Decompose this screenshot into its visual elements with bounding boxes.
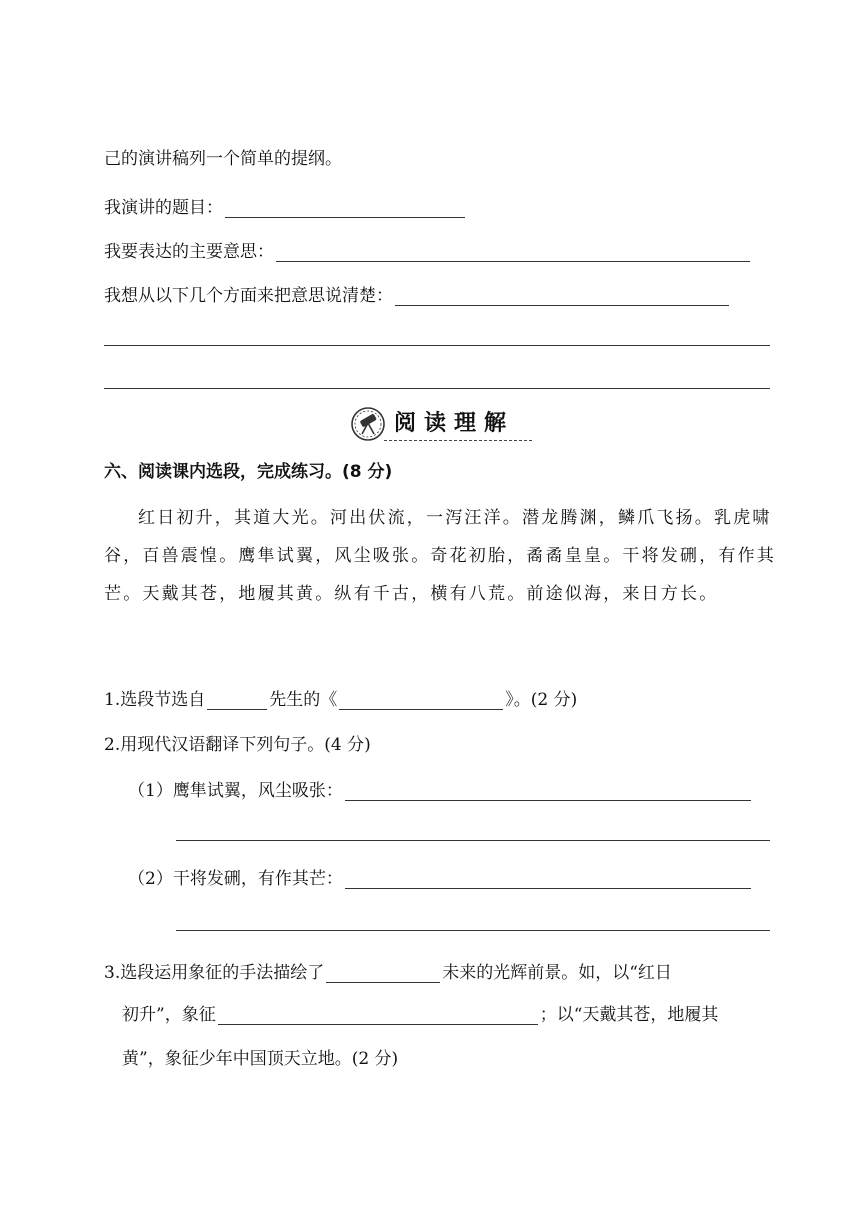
outline-intro-text: 己的演讲稿列一个简单的提纲。: [104, 149, 342, 169]
q2-s2-label: （2）干将发硎，有作其芒：: [128, 869, 343, 889]
telescope-icon: [350, 406, 386, 442]
q1-author-blank[interactable]: [207, 691, 267, 710]
banner-underline: [384, 440, 532, 441]
q1-title-blank[interactable]: [339, 691, 503, 710]
question-3-line-1: [104, 958, 672, 983]
q2-s2-line-2[interactable]: [176, 930, 770, 931]
answer-line-2[interactable]: [104, 388, 770, 389]
outline-intro: [104, 144, 342, 169]
aspects-blank[interactable]: [395, 287, 729, 306]
speech-topic-blank[interactable]: [225, 199, 465, 218]
q2-s1-label: （1）鹰隼试翼，风尘吸张：: [128, 781, 343, 801]
passage: [104, 499, 776, 613]
main-meaning-row: [104, 237, 752, 262]
passage-text: 红日初升，其道大光。河出伏流，一泻汪洋。潜龙腾渊，鳞爪飞扬。乳虎啸谷，百兽震惶。鹰隼试翼，风尘吸张。奇花初胎，矞矞皇皇。干将发硎，有作其芒。天戴其苍，地履其黄。纵有千古，横有八荒。前途似海，来日方长。: [104, 508, 776, 604]
q1-text-a: 1.选段节选自: [104, 690, 206, 710]
q3-text-e: 黄”，象征少年中国顶天立地。(2 分): [122, 1049, 399, 1069]
speech-topic-label: 我演讲的题目：: [104, 198, 223, 218]
speech-topic-row: [104, 193, 467, 218]
q2-s1-blank[interactable]: [345, 782, 751, 801]
q2-s1-line-2[interactable]: [176, 840, 770, 841]
main-meaning-label: 我要表达的主要意思：: [104, 242, 274, 262]
question-3-line-3: [122, 1044, 398, 1069]
aspects-label: 我想从以下几个方面来把意思说清楚：: [104, 286, 393, 306]
q3-blank-2[interactable]: [218, 1006, 538, 1025]
q2-s2-blank[interactable]: [345, 870, 751, 889]
main-meaning-blank[interactable]: [276, 243, 750, 262]
question-3-line-2: [122, 1000, 718, 1025]
q2-title: 2.用现代汉语翻译下列句子。(4 分): [104, 735, 371, 755]
q3-text-d: ；以“天戴其苍，地履其: [539, 1005, 719, 1025]
q2-sentence-2: [128, 864, 753, 889]
question-1: [104, 685, 577, 710]
q3-text-b: 未来的光辉前景。如，以“红日: [442, 963, 672, 983]
q1-text-c: 》。(2 分): [505, 690, 578, 710]
section-title: 六、阅读课内选段，完成练习。(8 分): [104, 462, 393, 482]
question-2-title: [104, 730, 371, 755]
answer-line-1[interactable]: [104, 345, 770, 346]
q3-text-c: 初升”，象征: [122, 1005, 216, 1025]
aspects-row: [104, 281, 731, 306]
banner-title: 阅读理解: [394, 411, 515, 436]
q3-text-a: 3.选段运用象征的手法描绘了: [104, 963, 325, 983]
q2-sentence-1: [128, 776, 753, 801]
q1-text-b: 先生的《: [269, 690, 338, 710]
reading-banner: [350, 402, 530, 446]
q3-blank-1[interactable]: [326, 964, 440, 983]
